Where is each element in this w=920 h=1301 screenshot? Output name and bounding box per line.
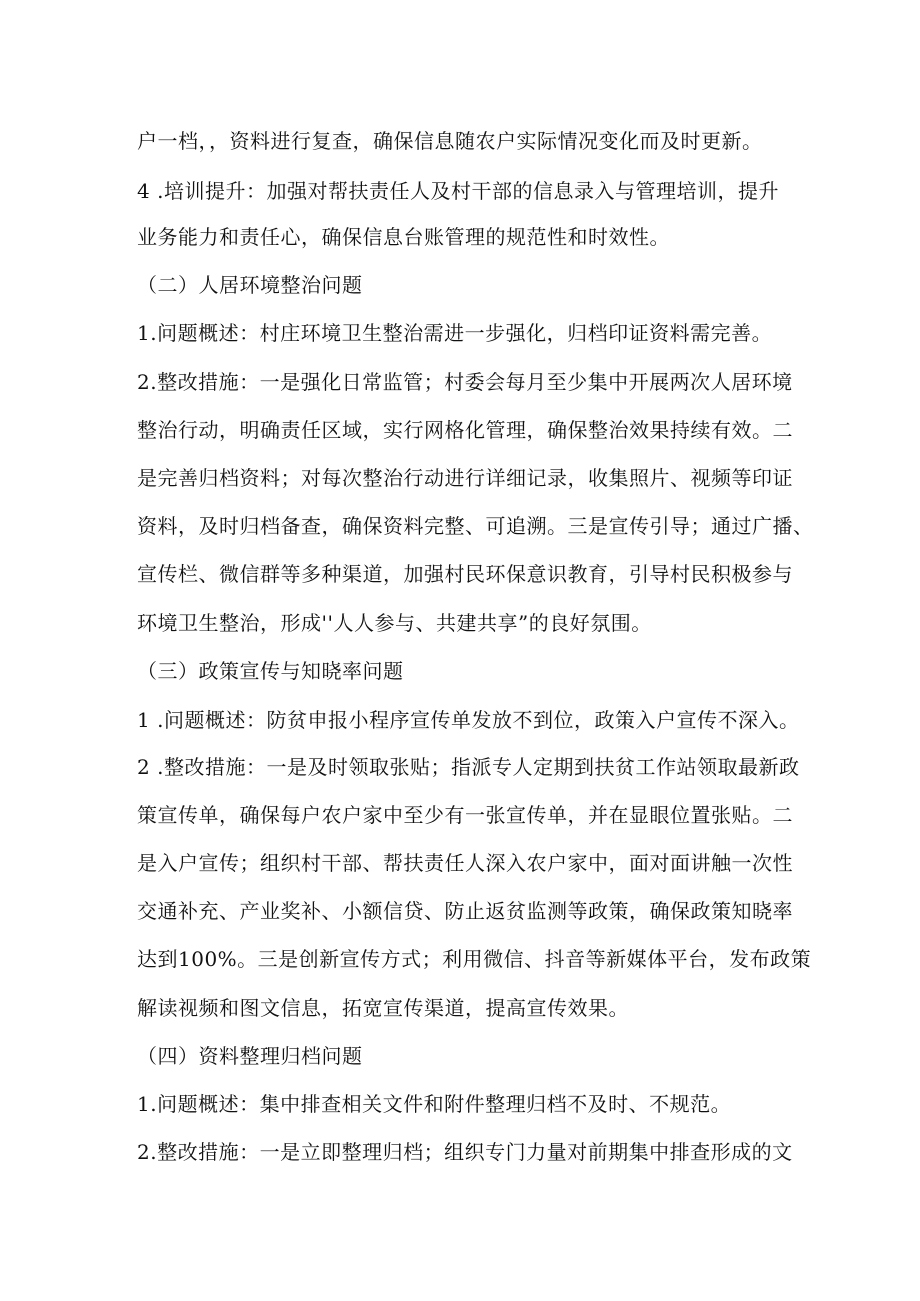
text-line: 是入户宣传；组织村干部、帮扶责任人深入农户家中，面对面讲触一次性: [137, 851, 793, 875]
text-line: 户一档，，资料进行复查，确保信息随农户实际情况变化而及时更新。: [137, 129, 763, 153]
text-line: 是完善归档资料；对每次整治行动进行详细记录，收集照片、视频等印证: [137, 466, 793, 490]
text-line: 资料，及时归档备查，确保资料完整、可追溯。三是宣传引导；通过广播、: [137, 514, 814, 538]
text-line: 策宣传单，确保每户农户家中至少有一张宣传单，并在显眼位置张贴。二: [137, 803, 793, 827]
text-line: 达到100%。三是创新宣传方式；利用微信、抖音等新媒体平台，发布政策: [137, 947, 812, 971]
text-line: 2.整改措施：一是强化日常监管；村委会每月至少集中开展两次人居环境: [137, 370, 793, 394]
text-line: 1.问题概述：村庄环境卫生整治需进一步强化，归档印证资料需完善。: [137, 321, 773, 345]
text-line: 2.整改措施：一是立即整理归档；组织专门力量对前期集中排查形成的文: [137, 1140, 793, 1164]
text-line: 1.问题概述：集中排查相关文件和附件整理归档不及时、不规范。: [137, 1092, 732, 1116]
text-line: 4 .培训提升：加强对帮扶责任人及村干部的信息录入与管理培训，提升: [137, 179, 779, 203]
text-line: 交通补充、产业奖补、小额信贷、防止返贫监测等政策，确保政策知晓率: [137, 899, 793, 923]
text-line: 1 .问题概述：防贫申报小程序宣传单发放不到位，政策入户宣传不深入。: [137, 708, 800, 732]
text-line: 宣传栏、微信群等多种渠道，加强村民环保意识教育，引导村民积极参与: [137, 562, 793, 586]
section-heading: （二）人居环境整治问题: [137, 273, 363, 297]
section-heading: （三）政策宣传与知晓率问题: [137, 659, 404, 683]
text-line: 环境卫生整治，形成''人人参与、共建共享”的良好氛围。: [137, 611, 652, 635]
text-line: 解读视频和图文信息，拓宽宣传渠道，提高宣传效果。: [137, 996, 629, 1020]
text-line: 2 .整改措施：一是及时领取张贴；指派专人定期到扶贫工作站领取最新政: [137, 755, 800, 779]
text-line: 整治行动，明确责任区域，实行网格化管理，确保整治效果持续有效。二: [137, 418, 793, 442]
section-heading: （四）资料整理归档问题: [137, 1044, 363, 1068]
text-line: 业务能力和责任心，确保信息台账管理的规范性和时效性。: [137, 225, 670, 249]
